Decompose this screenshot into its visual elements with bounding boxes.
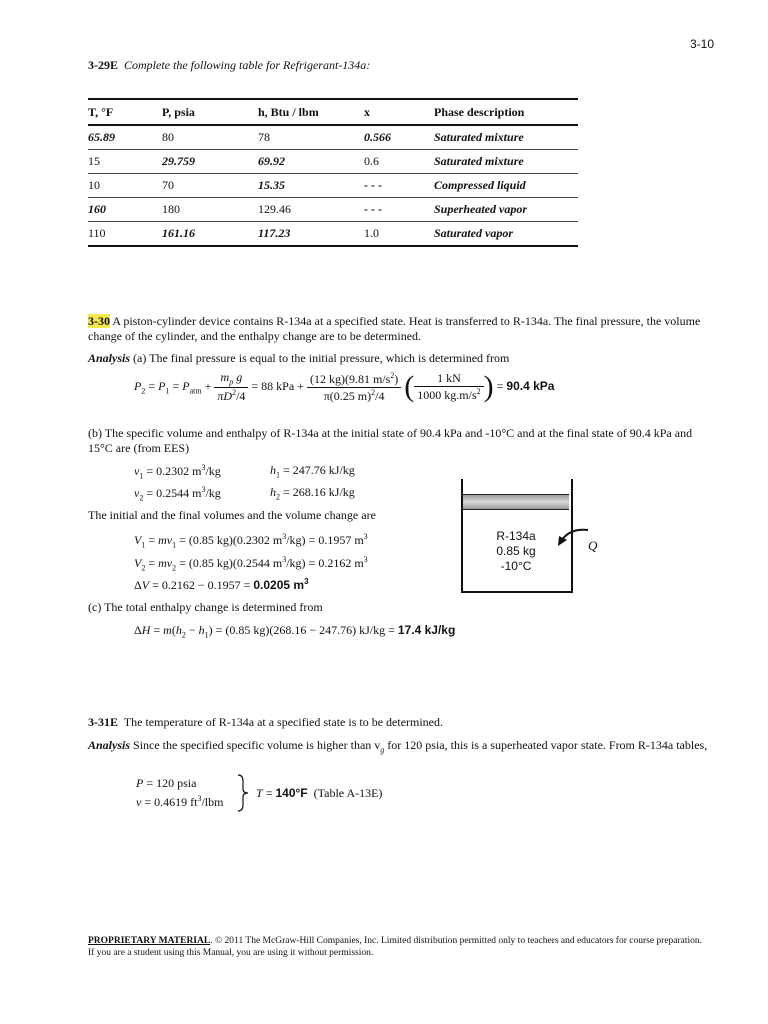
copyright-footer (88, 935, 708, 959)
V1-equation: $V_1 = mv_1 = (0.85$ kg)(0.2302 $m^3/kg) = 0.1957$ $m^3$ (134, 532, 368, 550)
table-cell: Compressed liquid (434, 174, 578, 198)
table-cell: 29.759 (162, 150, 258, 174)
volume-intro-text: The initial and the final volumes and the volume change are (88, 508, 376, 522)
part-b-text: (b) The specific volume and enthalpy of R-134a at the initial state of 90.4 kPa and -10°C and at the final state of 90.4 kPa and 15°C are (from EES) (88, 426, 693, 455)
V1-expr: = (0.85 kg)(0.2302 m (176, 533, 283, 547)
problem-label: 3-30 (88, 314, 110, 328)
dH-result: 17.4 kJ/kg (397, 623, 456, 637)
temperature-result-line: T = 140°F (Table A-13E) (256, 786, 383, 800)
h2-line: $h_2 = 268.16$ kJ/kg (270, 485, 355, 502)
table-cell: Superheated vapor (434, 198, 578, 222)
table-row (88, 198, 578, 222)
col-header-phase: Phase description (434, 99, 578, 125)
table-reference: (Table A-13E) (313, 786, 383, 800)
table-cell: - - - (364, 174, 434, 198)
table-cell: 69.92 (258, 150, 364, 174)
table-header-row (88, 99, 578, 125)
table-cell: 117.23 (258, 222, 364, 247)
table-cell: 0.6 (364, 150, 434, 174)
problem-3-29e-heading (88, 58, 708, 73)
pressure-equation: $P_2 = P_1 = P_{atm}$ + $\frac{m_p g}{\pi D^2/4}$ = 88 kPa + $\frac{(12 kg)(9.81 m/s^2)}{\pi(0.25 m)^2/4}$ ( $\frac{1 kN}{1000 kg.m/s^2}$ ) = 90.4 kPa (134, 370, 555, 404)
footer-text: . © 2011 The McGraw-Hill Companies, Inc. Limited distribution permitted only to teachers and educators for course preparation. If you are a student using this Manual, you are using it without permission. (88, 936, 703, 958)
table-cell: 110 (88, 222, 162, 247)
table-cell: 161.16 (162, 222, 258, 247)
v1-unit: /kg (205, 464, 221, 478)
eq1-den: π(0.25 m) (323, 388, 372, 403)
table-cell: Saturated mixture (434, 150, 578, 174)
table-cell: 78 (258, 125, 364, 150)
given-pressure-value: = 120 psia (143, 776, 197, 790)
table-row (88, 150, 578, 174)
given-volume-unit: /lbm (201, 795, 224, 809)
v2-unit: /kg (205, 486, 221, 500)
table-cell: - - - (364, 198, 434, 222)
eq1-conv-den: 1000 kg.m/s (417, 388, 477, 403)
table-cell: Saturated vapor (434, 222, 578, 247)
h2-value: = 268.16 kJ/kg (280, 485, 355, 499)
fraction-numeric: $\frac{(12 kg)(9.81 m/s^2)}{\pi(0.25 m)^2/4}$ (307, 371, 401, 404)
problem-label: 3-31E (88, 715, 118, 729)
analysis-3-31e: Analysis Since the specified specific volume is higher than $v_g$ for 120 psia, this is a superheated vapor state. From R-134a tables, (88, 738, 708, 755)
table-cell: 15.35 (258, 174, 364, 198)
table-cell: 65.89 (88, 125, 162, 150)
table-cell: Saturated mixture (434, 125, 578, 150)
cylinder-label-temperature: -10°C (500, 559, 532, 573)
col-header-quality: x (364, 99, 434, 125)
v2-value: = 0.2544 m (143, 486, 202, 500)
V1-mid: /kg) = 0.1957 m (286, 533, 364, 547)
eq1-mid: = 88 kPa + (248, 378, 304, 393)
table-cell: 180 (162, 198, 258, 222)
dH-equation: $\Delta H = m(h_2 - h_1) = (0.85$ kg)(268.16 − 247.76) kJ/kg = 17.4 kJ/kg (134, 623, 456, 640)
dV-expr: = 0.2162 − 0.1957 = (149, 578, 254, 592)
dV-equation: ΔV = 0.2162 − 0.1957 = 0.0205 $m^3$ (134, 577, 309, 592)
cylinder-label-mass: 0.85 kg (496, 544, 536, 558)
v2-line: $v_2 = 0.2544$ $m^3/kg$ (134, 485, 221, 503)
v1-line: $v_1 = 0.2302$ $m^3/kg$ (134, 463, 221, 481)
problem-3-31e-intro (88, 715, 708, 730)
problem-prompt: Complete the following table for Refrigerant-134a: (124, 58, 371, 72)
temperature-result: 140°F (275, 786, 308, 800)
table-cell: 10 (88, 174, 162, 198)
analysis-word: Analysis (88, 351, 131, 365)
table-cell: 1.0 (364, 222, 434, 247)
problem-3-30-intro (88, 314, 708, 344)
piston (463, 494, 569, 510)
footer-bold: PROPRIETARY MATERIAL (88, 936, 211, 946)
dH-expr: ) = (0.85 kg)(268.16 − 247.76) kJ/kg = (208, 623, 398, 637)
analysis-a-text: (a) The final pressure is equal to the initial pressure, which is determined from (133, 351, 510, 365)
table-cell: 129.46 (258, 198, 364, 222)
analysis-text-2: for 120 psia, this is a superheated vapor state. From R-134a tables, (384, 738, 708, 752)
table-row (88, 125, 578, 150)
problem-intro-text: The temperature of R-134a at a specified state is to be determined. (123, 715, 444, 729)
problem-intro-text: A piston-cylinder device contains R-134a at a specified state. Heat is transferred to R-134a. The final pressure, the volume change of the cylinder, and the enthalpy change are to be determined. (88, 314, 701, 343)
analysis-text: Since the specified specific volume is higher than v (133, 738, 381, 752)
cylinder-label-fluid: R-134a (496, 529, 536, 543)
col-header-enthalpy: h, Btu / lbm (258, 99, 364, 125)
page-number: 3-10 (689, 37, 714, 51)
given-specific-volume: v = 0.4619 $ft^3$/lbm (136, 794, 224, 809)
V2-mid: /kg) = 0.2162 m (286, 556, 364, 570)
table-cell: 15 (88, 150, 162, 174)
col-header-pressure: P, psia (162, 99, 258, 125)
right-brace-icon (236, 773, 250, 813)
analysis-word: Analysis (88, 738, 131, 752)
table-cell: 80 (162, 125, 258, 150)
part-c-text: (c) The total enthalpy change is determined from (88, 600, 323, 614)
pressure-result: 90.4 kPa (506, 378, 555, 393)
r134a-property-table (88, 98, 578, 247)
V2-equation: $V_2 = mv_2 = (0.85$ kg)(0.2544 $m^3/kg) = 0.2162$ $m^3$ (134, 555, 368, 573)
heat-label: Q (588, 538, 598, 553)
table-row (88, 222, 578, 247)
table-cell: 160 (88, 198, 162, 222)
fraction-weight-area: $\frac{m_p g}{\pi D^2/4}$ (214, 370, 248, 404)
problem-label: 3-29E (88, 58, 118, 72)
h1-line: $h_1 = 247.76$ kJ/kg (270, 463, 355, 480)
given-pressure: P = 120 psia (136, 776, 197, 790)
heat-arrow-icon (552, 526, 592, 552)
eq1-num: (12 kg)(9.81 m/s (309, 371, 391, 386)
given-volume-value: = 0.4619 ft (141, 795, 198, 809)
table-row (88, 174, 578, 198)
table-cell: 0.566 (364, 125, 434, 150)
V2-expr: = (0.85 kg)(0.2544 m (176, 556, 283, 570)
table-cell: 70 (162, 174, 258, 198)
col-header-temperature: T, °F (88, 99, 162, 125)
h1-value: = 247.76 kJ/kg (280, 463, 355, 477)
dV-result: 0.0205 m (253, 578, 305, 592)
v1-value: = 0.2302 m (143, 464, 202, 478)
analysis-a (88, 351, 708, 366)
fraction-unit-conversion: $\frac{1 kN}{1000 kg.m/s^2}$ (414, 371, 483, 403)
eq1-conv-num: 1 kN (414, 371, 483, 387)
